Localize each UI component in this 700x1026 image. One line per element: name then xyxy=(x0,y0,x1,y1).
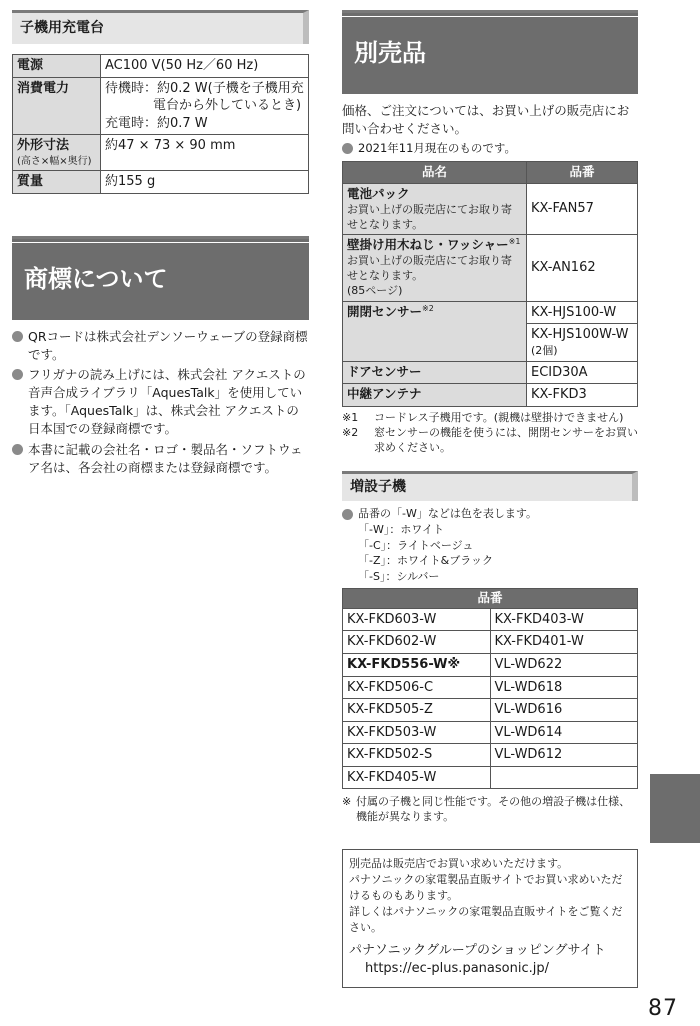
table-header-row xyxy=(343,588,638,608)
date-note: 2021年11月現在のものです。 xyxy=(358,141,516,156)
list-item-text: 本書に記載の会社名・ロゴ・製品名・ソフトウェア名は、各会社の商標または登録商標です。 xyxy=(28,441,303,475)
footnote-mark: ※1 xyxy=(508,237,521,247)
table-cell: VL-WD614 xyxy=(490,721,638,744)
date-note-list xyxy=(342,140,638,157)
table-row xyxy=(343,235,638,302)
footnote-mark: ※ xyxy=(342,795,352,809)
option-code: KX-FKD3 xyxy=(527,384,638,407)
option-name xyxy=(347,304,522,321)
option-page-ref: (85ページ) xyxy=(347,284,403,298)
spec-label-sub: (高さ×幅×奥行) xyxy=(17,155,92,167)
table-cell: KX-FKD603-W xyxy=(343,608,491,631)
table-row xyxy=(13,171,309,194)
options-footnotes xyxy=(342,411,638,456)
table-row xyxy=(343,361,638,384)
charger-spec-table xyxy=(12,54,309,194)
table-row xyxy=(343,631,638,654)
spec-label: 電源 xyxy=(13,55,101,78)
option-name-cell xyxy=(343,384,527,407)
option-name-text: 開閉センサー xyxy=(347,304,423,320)
option-code-text: KX-HJS100W-W xyxy=(531,327,629,343)
option-code xyxy=(527,324,638,361)
table-row xyxy=(13,135,309,171)
table-cell: KX-FKD503-W xyxy=(343,721,491,744)
bullet-icon xyxy=(12,444,23,455)
table-cell: VL-WD618 xyxy=(490,676,638,699)
footnote-text: コードレス子機用です。(親機は壁掛けできません) xyxy=(374,410,624,424)
table-row xyxy=(343,653,638,676)
option-name xyxy=(347,237,522,254)
table-row xyxy=(343,766,638,789)
trademark-list xyxy=(12,328,309,477)
table-cell: VL-WD622 xyxy=(490,653,638,676)
options-table xyxy=(342,161,638,407)
table-row xyxy=(343,744,638,767)
footnote-mark: ※2 xyxy=(422,303,434,313)
footnote xyxy=(342,795,638,825)
footnote-text: 付属の子機と同じ性能です。その他の増設子機は仕様、機能が異なります。 xyxy=(356,795,631,824)
col-header-code: 品番 xyxy=(343,588,638,608)
option-code: ECID30A xyxy=(527,361,638,384)
spec-value-line: 電台から外しているとき) xyxy=(153,98,302,114)
option-name: ドアセンサー xyxy=(347,363,422,379)
bullet-icon xyxy=(12,331,23,342)
table-cell: VL-WD616 xyxy=(490,699,638,722)
left-column xyxy=(12,0,309,479)
table-cell: KX-FKD505-Z xyxy=(343,699,491,722)
table-cell: KX-FKD401-W xyxy=(490,631,638,654)
option-name-cell xyxy=(343,235,527,302)
table-row xyxy=(343,608,638,631)
footnote-mark: ※1 xyxy=(342,410,359,424)
trademark-heading: 商標について xyxy=(12,236,309,320)
page-number: 87 xyxy=(648,996,678,1021)
option-name-cell xyxy=(343,361,527,384)
spec-label-text: 外形寸法 xyxy=(17,138,70,154)
color-code-item: 「-C」：ライトベージュ xyxy=(358,538,474,552)
table-cell: KX-FKD403-W xyxy=(490,608,638,631)
option-name-cell xyxy=(343,183,527,235)
color-note: 品番の「-W」などは色を表します。 xyxy=(358,507,537,521)
option-qty: (2個) xyxy=(531,344,558,358)
option-code: KX-AN162 xyxy=(527,235,638,302)
options-intro: 価格、ご注文については、お買い上げの販売店にお問い合わせください。 xyxy=(342,103,630,137)
table-cell: KX-FKD602-W xyxy=(343,631,491,654)
footnote xyxy=(342,411,638,426)
side-index-tab xyxy=(650,774,700,843)
table-cell: KX-FKD556-W※ xyxy=(343,653,491,676)
charger-spec-heading: 子機用充電台 xyxy=(12,10,309,44)
right-column xyxy=(342,0,638,988)
extension-footnote xyxy=(342,795,638,825)
table-row xyxy=(13,77,309,135)
info-line: パナソニックの家電製品直販サイトでお買い求めいただけるものもあります。 xyxy=(349,872,623,902)
table-cell: KX-FKD506-C xyxy=(343,676,491,699)
table-cell: KX-FKD405-W xyxy=(343,766,491,789)
col-header-name: 品名 xyxy=(343,161,527,183)
spec-value: 約155 g xyxy=(101,171,309,194)
list-item xyxy=(342,140,638,157)
spec-value: AC100 V(50 Hz／60 Hz) xyxy=(101,55,309,78)
table-cell: VL-WD612 xyxy=(490,744,638,767)
table-row xyxy=(343,721,638,744)
list-item xyxy=(12,441,309,477)
spec-value-line: 充電時：約0.7 W xyxy=(105,115,208,131)
option-desc: お買い上げの販売店にてお取り寄せとなります。 xyxy=(347,254,512,283)
list-item xyxy=(12,328,309,364)
table-row xyxy=(343,699,638,722)
spec-value xyxy=(101,77,309,135)
table-row xyxy=(13,55,309,78)
table-row xyxy=(343,676,638,699)
list-item xyxy=(342,506,638,522)
extension-heading: 増設子機 xyxy=(342,471,638,501)
list-item xyxy=(12,366,309,439)
bullet-icon xyxy=(342,509,353,520)
spec-label xyxy=(13,135,101,171)
color-code-item: 「-S」：シルバー xyxy=(358,569,440,583)
purchase-info-box xyxy=(342,849,638,988)
info-line: 詳しくはパナソニックの家電製品直販サイトをご覧ください。 xyxy=(349,904,623,934)
option-code: KX-HJS100-W xyxy=(527,301,638,324)
spec-label: 消費電力 xyxy=(13,77,101,135)
option-desc: お買い上げの販売店にてお取り寄せとなります。 xyxy=(347,202,512,231)
bullet-icon xyxy=(12,369,23,380)
table-cell xyxy=(490,766,638,789)
color-code-item: 「-Z」：ホワイト&ブラック xyxy=(358,554,494,568)
info-line: 別売品は販売店でお買い求めいただけます。 xyxy=(349,856,569,870)
color-code-item: 「-W」：ホワイト xyxy=(358,523,445,537)
option-name: 電池パック xyxy=(347,185,410,201)
table-header-row xyxy=(343,161,638,183)
table-row xyxy=(343,301,638,324)
color-note-list xyxy=(342,506,638,522)
spec-value-line: 待機時：約0.2 W(子機を子機用充 xyxy=(105,80,304,96)
spec-label: 質量 xyxy=(13,171,101,194)
shop-url: https://ec-plus.panasonic.jp/ xyxy=(365,961,549,977)
col-header-code: 品番 xyxy=(527,161,638,183)
list-item-text: QRコードは株式会社デンソーウェーブの登録商標です。 xyxy=(28,328,308,362)
option-code: KX-FAN57 xyxy=(527,183,638,235)
option-name-text: 壁掛け用木ねじ・ワッシャー xyxy=(347,237,509,253)
extension-table xyxy=(342,588,638,789)
option-name-cell xyxy=(343,301,527,361)
option-name: 中継アンテナ xyxy=(347,386,422,402)
spec-value: 約47 × 73 × 90 mm xyxy=(101,135,309,171)
footnote-text: 窓センサーの機能を使うには、開閉センサーをお買い求めください。 xyxy=(374,425,638,454)
bullet-icon xyxy=(342,143,353,154)
table-row xyxy=(343,183,638,235)
list-item-text: フリガナの読み上げには、株式会社 アクエストの音声合成ライブラリ「AquesTalk」を使用しています。「AquesTalk」は、株式会社 アクエストの日本国での登録商標です。 xyxy=(28,367,306,437)
footnote-mark: ※2 xyxy=(342,425,359,439)
options-heading: 別売品 xyxy=(342,10,638,94)
color-codes xyxy=(358,522,638,584)
table-row xyxy=(343,384,638,407)
shop-name: パナソニックグループのショッピングサイト xyxy=(349,942,606,958)
table-cell: KX-FKD502-S xyxy=(343,744,491,767)
footnote xyxy=(342,426,638,456)
